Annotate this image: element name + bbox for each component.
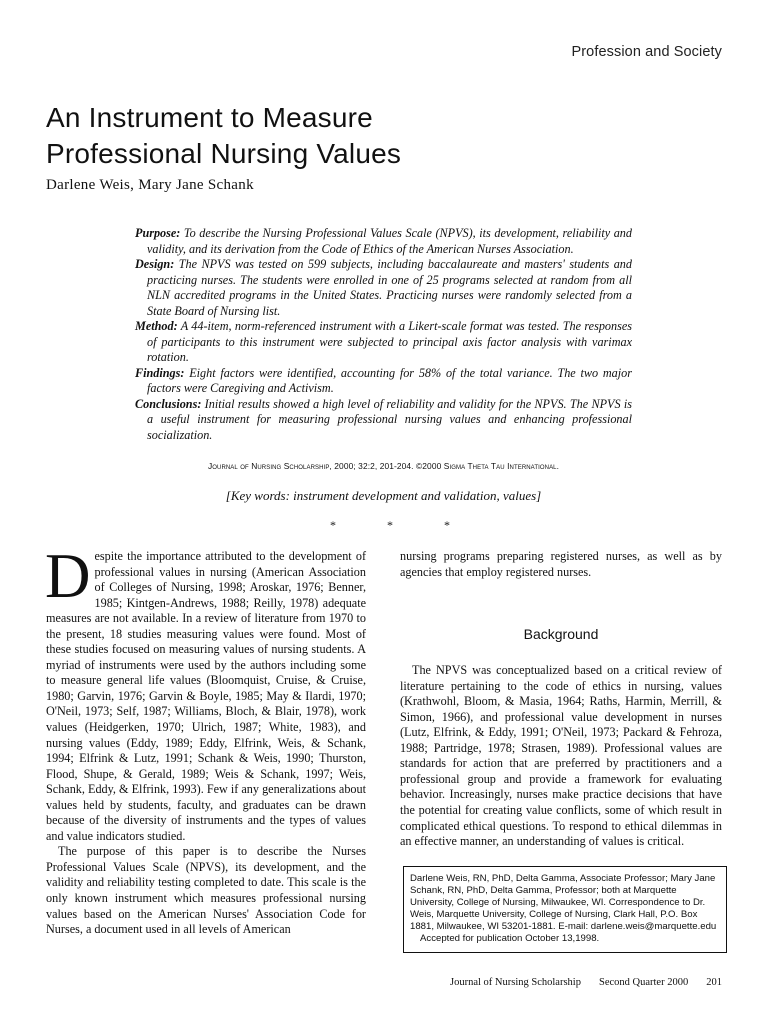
design-label: Design: bbox=[135, 257, 175, 271]
abstract-purpose bbox=[135, 226, 632, 257]
method-text: A 44-item, norm-referenced instrument with a Likert-scale format was tested. The responses of participants to this instrument were subjected to principal axis factor analysis with varimax rotation. bbox=[147, 319, 632, 364]
separator-star: * bbox=[387, 518, 393, 532]
section-label: Profession and Society bbox=[571, 44, 722, 60]
citation-society: Sigma Theta Tau International. bbox=[443, 461, 560, 471]
footer-journal: Journal of Nursing Scholarship bbox=[450, 977, 581, 988]
authors: Darlene Weis, Mary Jane Schank bbox=[46, 177, 254, 193]
conclusions-text: Initial results showed a high level of reliability and validity for the NPVS. The NPVS is a useful instrument for measuring professional nursing values and enhancing professional socialization. bbox=[147, 396, 632, 442]
citation-journal: Journal of Nursing Scholarship, bbox=[207, 461, 332, 471]
body-column-left bbox=[45, 541, 366, 938]
abstract bbox=[135, 226, 632, 443]
page-footer bbox=[450, 977, 722, 988]
purpose-label: Purpose: bbox=[135, 226, 181, 240]
method-label: Method: bbox=[135, 319, 178, 333]
background-heading: Background bbox=[523, 626, 599, 643]
conclusions-label: Conclusions: bbox=[135, 396, 202, 411]
footer-issue: Second Quarter 2000 bbox=[598, 977, 689, 988]
abstract-design bbox=[135, 257, 632, 319]
title-line-2: Professional Nursing Values bbox=[46, 138, 402, 169]
section-separator bbox=[330, 518, 450, 533]
findings-text: Eight factors were identified, accounting for 58% of the total variance. The two major factors were Caregiving and Activism. bbox=[147, 365, 632, 395]
body-paragraph-2-continued: nursing programs preparing registered nurses, as well as by agencies that employ registered nurses. bbox=[400, 549, 722, 579]
page-number: 201 bbox=[706, 977, 722, 988]
abstract-conclusions bbox=[135, 397, 632, 444]
findings-label: Findings: bbox=[135, 365, 185, 380]
paragraph-1-text: espite the importance attributed to the development of professional values in nursing (American Association of Colleges of Nursing, 1998; Aroskar, 1976; Benner, 1985; Kintgen-Andrews, 1988; Reilly, 1978) adequate measures are not available. In a review of literature from 1970 to the present, 18 studies measuring values were found. Most of these studies focused on measuring values of nursing students. A myriad of instruments were used by the authors including some to measure general life values (Bloomquist, Cruise, & Cruise, 1980; Garvin, 1976; Garvin & Boyle, 1985; May & Ilardi, 1970; O'Neil, 1973; Self, 1987; Williams, Bloch, & Blair, 1978), work values (Heidgerken, 1970; Ulrich, 1987; White, 1983), and nursing values (Eddy, 1989; Eddy, Elfrink, Weis, & Schank, 1994; Elfrink & Lutz, 1991; Schank & Weis, 1990; Thurston, Flood, Shupe, & Gerald, 1989; Weis & Schank, 1997; Weis, Schank, Eddy, & Elfrink, 1993). Few if any generalizations about values held by students, faculty, and graduates can be drawn because of the diversity of instruments and the types of values and value indicators studied. bbox=[46, 549, 366, 843]
design-text: The NPVS was tested on 599 subjects, including baccalaureate and masters' students and practicing nurses. The students were enrolled in one of 25 programs selected at random from all NLN accredited programs in the United States. Practicing nurses were randomly selected from a State Board of Nursing list. bbox=[147, 257, 632, 318]
acceptance-date: Accepted for publication October 13,1998. bbox=[420, 933, 600, 945]
body-paragraph-2: The purpose of this paper is to describe the Nurses Professional Values Scale (NPVS), its development, and the validity and reliability testing completed to date. This scale is the only known instrument which measures professional nursing values based on the American Nurses' Association Code for Nurses, a document used in all levels of American bbox=[46, 844, 366, 937]
body-paragraph-1 bbox=[45, 541, 366, 844]
separator-star: * bbox=[330, 518, 336, 532]
author-affiliation: Darlene Weis, RN, PhD, Delta Gamma, Associate Professor; Mary Jane Schank, RN, PhD, Delta Gamma, Professor; both at Marquette University, College of Nursing, Milwaukee, WI. Correspondence to Dr. Weis, Marquette University, College of Nursing, Clark Hall, P.O. Box 1881, Milwaukee, WI 53201-1881. E-mail: darlene.weis@marquette.edu bbox=[410, 873, 717, 933]
body-column-right bbox=[400, 549, 722, 850]
citation-details: 2000; 32:2, 201-204. ©2000 bbox=[331, 461, 444, 471]
purpose-text: To describe the Nursing Professional Values Scale (NPVS), its development, reliability and validity, and its derivation from the Code of Ethics of the American Nurses Association. bbox=[147, 226, 632, 256]
title-line-1: An Instrument to Measure bbox=[46, 102, 373, 133]
body-paragraph-3: The NPVS was conceptualized based on a critical review of literature pertaining to the code of ethics in nursing, values (Krathwohl, Bloom, & Masia, 1964; Raths, Harmin, Merrill, & Simon, 1966), and professional value development in nurses (Lutz, Elfrink, & Eddy, 1991; O'Neil, 1973; Packard & Fehroza, 1988; Partridge, 1978; Strasen, 1989). Professional values are standards for action that are preferred by practitioners and a professional group and provide a framework for evaluating behavior. Increasingly, nurses make practice decisions that have the potential for creating value conflicts, some of which result in complicated ethical questions. To respond to ethical dilemmas in an effective manner, an understanding of values is critical. bbox=[400, 663, 722, 849]
article-title bbox=[46, 100, 646, 172]
keywords: [Key words: instrument development and validation, values] bbox=[225, 488, 542, 503]
abstract-findings bbox=[135, 366, 632, 397]
drop-cap: D bbox=[45, 541, 91, 611]
journal-citation bbox=[135, 461, 632, 471]
separator-star: * bbox=[444, 518, 450, 532]
author-info-box bbox=[403, 866, 727, 953]
abstract-method bbox=[135, 319, 632, 366]
